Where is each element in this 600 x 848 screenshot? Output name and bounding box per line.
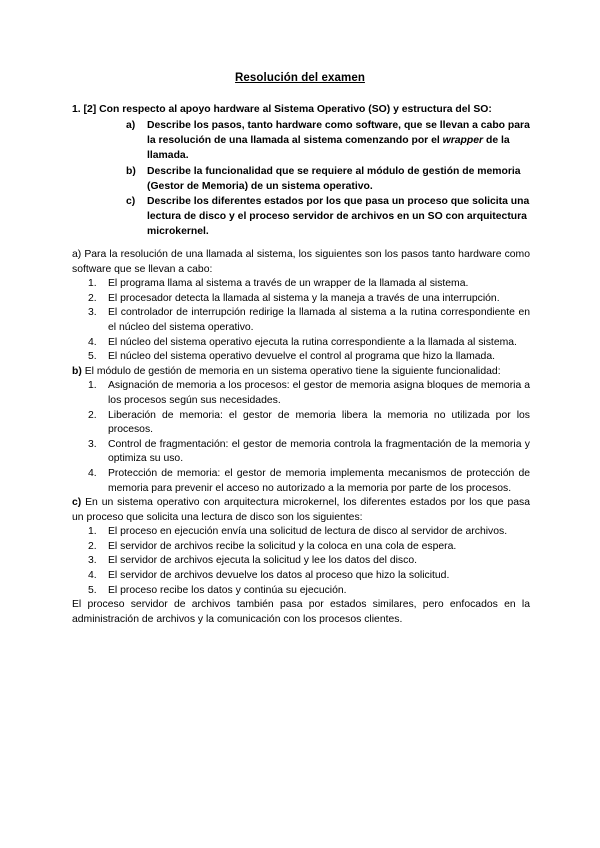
- part-label: b): [126, 165, 136, 177]
- list-item: 1. El programa llama al sistema a través de un wrapper de la llamada al sistema.: [88, 278, 469, 290]
- list-item: 3. El controlador de interrupción redirige la llamada al sistema a la rutina correspondiente en el núcleo del sistema operativo.: [88, 307, 530, 333]
- question-number: 1. [2]: [72, 104, 97, 115]
- list-item: 3. El servidor de archivos ejecuta la solicitud y lee los datos del disco.: [88, 555, 417, 567]
- answer-c-closing: El proceso servidor de archivos también pasa por estados similares, pero enfocados en la administración de archivos y la comunicación con los procesos clientes.: [72, 599, 530, 625]
- list-item: 4. El servidor de archivos devuelve los datos al proceso que hizo la solicitud.: [88, 570, 450, 582]
- question-part-a: [127, 118, 537, 164]
- answer-c-items: [72, 525, 530, 598]
- answer-b-label: b): [72, 365, 82, 377]
- part-text: Describe los pasos, tanto hardware como software, que se llevan a cabo para la resolución de una llamada al sistema comenzando por el: [147, 120, 530, 147]
- part-text-after: de la llamada.: [147, 135, 510, 162]
- question-parts: [127, 118, 537, 240]
- question-part-c: [127, 194, 537, 240]
- answer-b-intro: b) El módulo de gestión de memoria en un sistema operativo tiene la siguiente funcionalidad:: [72, 365, 501, 377]
- part-label: a): [126, 120, 136, 131]
- page-title: Resolución del examen: [235, 72, 365, 84]
- question-heading: [72, 103, 542, 117]
- answer-a-intro: a) Para la resolución de una llamada al sistema, los siguientes son los pasos tanto hardware como software que se llevan a cabo:: [72, 249, 530, 275]
- answers-section: [72, 248, 530, 627]
- list-item: 3. Control de fragmentación: el gestor de memoria controla la fragmentación de la memoria y optimiza su uso.: [88, 438, 530, 465]
- answer-b-items: [72, 379, 530, 496]
- answer-a-steps: [72, 277, 530, 365]
- list-item: 4. El núcleo del sistema operativo ejecuta la rutina correspondiente a la llamada al sistema.: [88, 336, 517, 348]
- part-text: Describe los diferentes estados por los que pasa un proceso que solicita una lectura de disco y el proceso servidor de archivos en un SO con arquitectura microkernel.: [147, 196, 530, 238]
- list-item: 2. El procesador detecta la llamada al sistema y la maneja a través de una interrupción.: [88, 292, 500, 304]
- answer-c-intro: c) En un sistema operativo con arquitectura microkernel, los diferentes estados por los que pasa un proceso que solicita una lectura de disco son los siguientes:: [72, 497, 530, 523]
- list-item: 5. El proceso recibe los datos y continúa su ejecución.: [88, 584, 347, 596]
- part-label: c): [126, 196, 136, 208]
- part-italic: wrapper: [442, 135, 484, 147]
- question-part-b: [127, 164, 537, 194]
- part-text: Describe la funcionalidad que se requiere al módulo de gestión de memoria (Gestor de Memoria) de un sistema operativo.: [147, 165, 521, 192]
- list-item: 4. Protección de memoria: el gestor de memoria implementa mecanismos de protección de memoria para prevenir el acceso no autorizado a la memoria por parte de los procesos.: [88, 467, 530, 494]
- list-item: 1. Asignación de memoria a los procesos: el gestor de memoria asigna bloques de memoria a los procesos según sus necesidades.: [88, 380, 530, 406]
- answer-c-label: c): [72, 497, 82, 509]
- list-item: 2. Liberación de memoria: el gestor de memoria libera la memoria no utilizada por los procesos.: [88, 409, 530, 436]
- list-item: 5. El núcleo del sistema operativo devuelve el control al programa que hizo la llamada.: [88, 351, 495, 363]
- question-text: Con respecto al apoyo hardware al Sistema Operativo (SO) y estructura del SO:: [99, 104, 492, 115]
- list-item: 1. El proceso en ejecución envía una solicitud de lectura de disco al servidor de archivos.: [88, 526, 508, 538]
- list-item: 2. El servidor de archivos recibe la solicitud y la coloca en una cola de espera.: [88, 540, 457, 552]
